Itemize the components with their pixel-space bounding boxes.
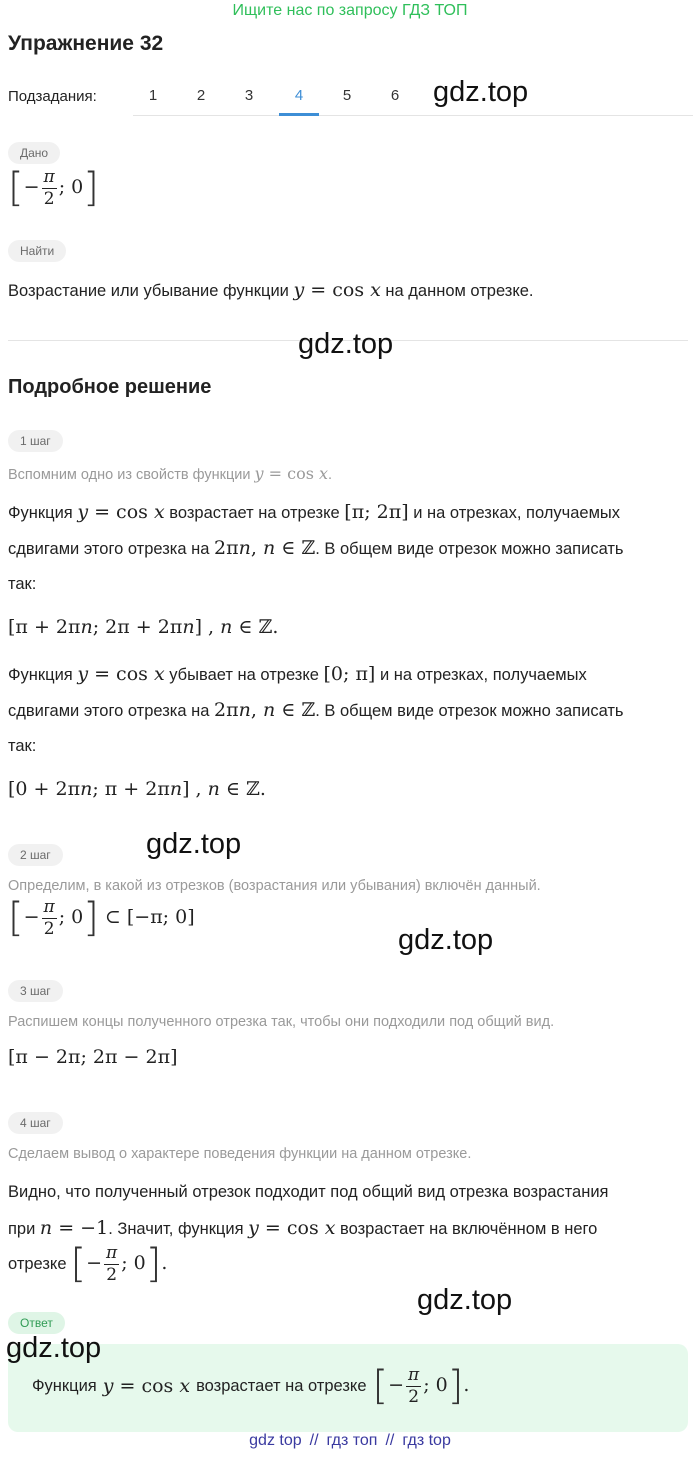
active-tab-indicator [279, 113, 319, 116]
find-badge: Найти [8, 240, 66, 262]
page-title: Упражнение 32 [8, 32, 164, 55]
watermark: gdz.top [398, 924, 494, 956]
subtask-tabs [133, 80, 693, 116]
step4-line1: Видно, что полученный отрезок подходит под общий вид отрезка возрастания [8, 1183, 609, 1201]
step4-hint: Сделаем вывод о характере поведения функции на данном отрезке. [8, 1146, 472, 1162]
step1-hint: Вспомним одно из свойств функции y = cos x. [8, 464, 333, 483]
footer-link-1[interactable]: gdz top [249, 1432, 302, 1449]
given-interval: [− $\frac{\pi}{2}$ ; 0] [8, 165, 99, 211]
step4-line2: при n = −1. Значит, функция y = cos x возрастает на включённом в него [8, 1217, 598, 1239]
solution-title: Подробное решение [8, 376, 212, 398]
step1-line5: сдвигами этого отрезка на 2πn, n ∈ ℤ. В общем виде отрезок можно записать [8, 699, 624, 721]
step4-badge: 4 шаг [8, 1112, 63, 1134]
tab-6[interactable]: 6 [390, 87, 400, 104]
step2-inclusion: [− $\frac{\pi}{2}$ ; 0] ⊂ [−π; 0] [8, 895, 195, 941]
step1-badge: 1 шаг [8, 430, 63, 452]
watermark: gdz.top [417, 1284, 513, 1316]
decrease-interval-general: [0 + 2πn; π + 2πn] , n ∈ ℤ. [8, 778, 266, 800]
watermark: gdz.top [298, 328, 394, 360]
answer-badge: Ответ [8, 1312, 65, 1334]
step3-hint: Распишем концы полученного отрезка так, чтобы они подходили под общий вид. [8, 1014, 555, 1030]
tab-4[interactable]: 4 [294, 87, 304, 104]
step1-line3: так: [8, 575, 37, 593]
watermark: gdz.top [146, 828, 242, 860]
step3-badge: 3 шаг [8, 980, 63, 1002]
tab-2[interactable]: 2 [196, 87, 206, 104]
tab-3[interactable]: 3 [244, 87, 254, 104]
find-text: Возрастание или убывание функции y = cos x на данном отрезке. [8, 279, 534, 301]
watermark: gdz.top [433, 76, 529, 108]
tab-5[interactable]: 5 [342, 87, 352, 104]
subtasks-nav [8, 80, 688, 116]
step1-line6: так: [8, 737, 37, 755]
tab-1[interactable]: 1 [148, 87, 158, 104]
subtasks-label: Подзадания: [8, 88, 97, 105]
given-badge: Дано [8, 142, 60, 164]
increase-interval-general: [π + 2πn; 2π + 2πn] , n ∈ ℤ. [8, 616, 279, 638]
step4-line3: отрезке [− $\frac{\pi}{2}$ ; 0]. [8, 1241, 168, 1287]
step2-hint: Определим, в какой из отрезков (возрастания или убывания) включён данный. [8, 878, 541, 894]
step2-badge: 2 шаг [8, 844, 63, 866]
step1-line1: Функция y = cos x возрастает на отрезке [π; 2π] и на отрезках, получаемых [8, 501, 621, 523]
promo-banner[interactable]: Ищите нас по запросу ГДЗ ТОП [232, 2, 468, 19]
step1-line4: Функция y = cos x убывает на отрезке [0; π] и на отрезках, получаемых [8, 663, 587, 685]
footer-links: gdz top // гдз топ // гдз top [249, 1432, 451, 1449]
step1-line2: сдвигами этого отрезка на 2πn, n ∈ ℤ. В общем виде отрезок можно записать [8, 537, 624, 559]
step3-interval: [π − 2π; 2π − 2π] [8, 1046, 178, 1068]
footer-link-2[interactable]: гдз топ [326, 1432, 378, 1449]
answer-text: Функция y = cos x возрастает на отрезке [− $\frac{\pi}{2}$ ; 0]. [32, 1363, 470, 1409]
footer-link-3[interactable]: гдз top [402, 1432, 451, 1449]
watermark: gdz.top [6, 1332, 102, 1364]
